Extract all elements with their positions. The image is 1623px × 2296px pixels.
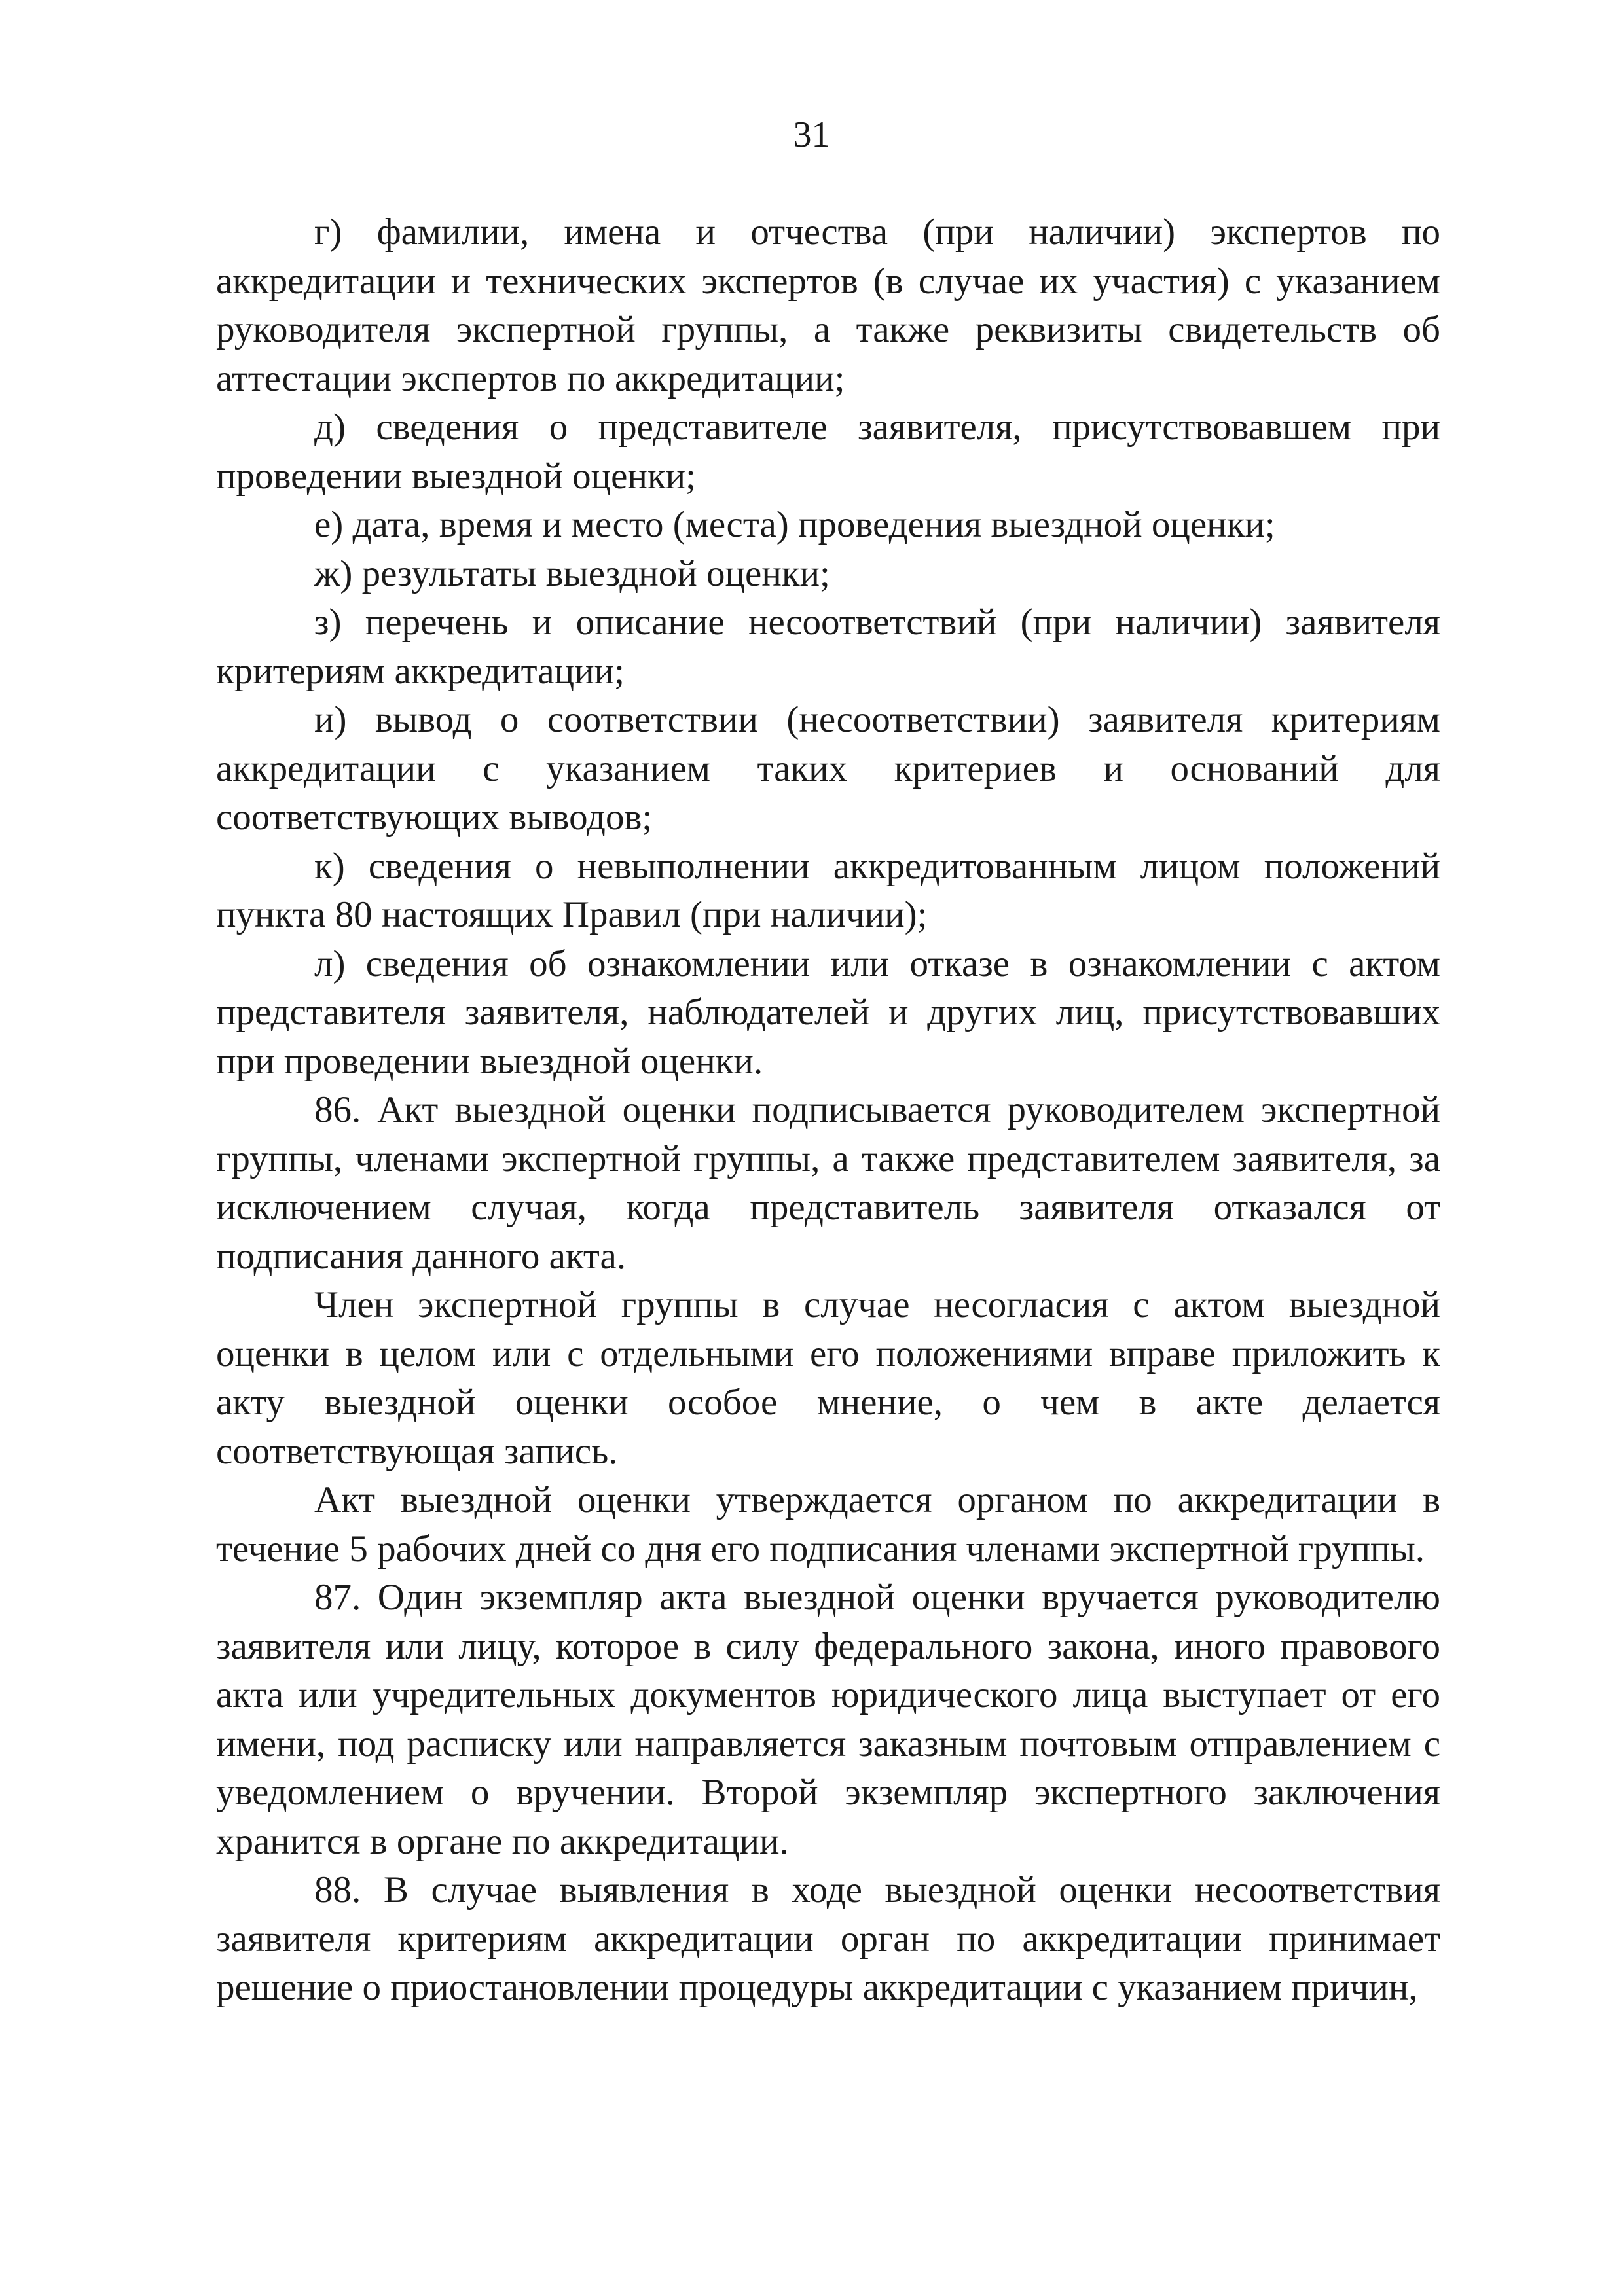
paragraph-item-d: д) сведения о представителе заявителя, присутствовавшем при проведении выездной оценки; bbox=[216, 406, 1440, 497]
paragraph-item-z: з) перечень и описание несоответствий (при наличии) заявителя критериям аккредитации; bbox=[216, 601, 1440, 692]
paragraph-88: 88. В случае выявления в ходе выездной оценки несоответствия заявителя критериям аккредитации орган по аккредитации принимает решение о приостановлении процедуры аккредитации с указанием причин, bbox=[216, 1869, 1440, 2008]
paragraph-item-l: л) сведения об ознакомлении или отказе в ознакомлении с актом представителя заявителя, наблюдателей и других лиц, присутствовавших при проведении выездной оценки. bbox=[216, 942, 1440, 1082]
paragraph-item-k: к) сведения о невыполнении аккредитованным лицом положений пункта 80 настоящих Правил (при наличии); bbox=[216, 845, 1440, 935]
paragraph-item-i: и) вывод о соответствии (несоответствии) заявителя критериям аккредитации с указанием таких критериев и оснований для соответствующих выводов; bbox=[216, 699, 1440, 838]
page-number: 31 bbox=[793, 115, 830, 155]
paragraph-item-g: г) фамилии, имена и отчества (при наличии) экспертов по аккредитации и технических экспертов (в случае их участия) с указанием руководителя экспертной группы, а также реквизиты свидетельств об аттестации экспертов по аккредитации; bbox=[216, 211, 1440, 399]
paragraph-86: 86. Акт выездной оценки подписывается руководителем экспертной группы, членами экспертной группы, а также представителем заявителя, за исключением случая, когда представитель заявителя отказался от подписания данного акта. bbox=[216, 1089, 1440, 1277]
paragraph-item-zh: ж) результаты выездной оценки; bbox=[314, 552, 830, 594]
paragraph-87: 87. Один экземпляр акта выездной оценки вручается руководителю заявителя или лицу, которое в силу федерального закона, иного правового акта или учредительных документов юридического лица выступает от его имени, под расписку или направляется заказным почтовым отправлением с уведомлением о вручении. Второй экземпляр экспертного заключения хранится в органе по аккредитации. bbox=[216, 1577, 1440, 1862]
paragraph-86-dissent: Член экспертной группы в случае несогласия с актом выездной оценки в целом или с отдельными его положениями вправе приложить к акту выездной оценки особое мнение, о чем в акте делается соответствующая запись. bbox=[216, 1284, 1440, 1472]
paragraph-86-approval: Акт выездной оценки утверждается органом по аккредитации в течение 5 рабочих дней со дня его подписания членами экспертной группы. bbox=[216, 1479, 1440, 1570]
paragraph-item-e: е) дата, время и место (места) проведения выездной оценки; bbox=[314, 504, 1275, 545]
body-text bbox=[216, 208, 1440, 2013]
